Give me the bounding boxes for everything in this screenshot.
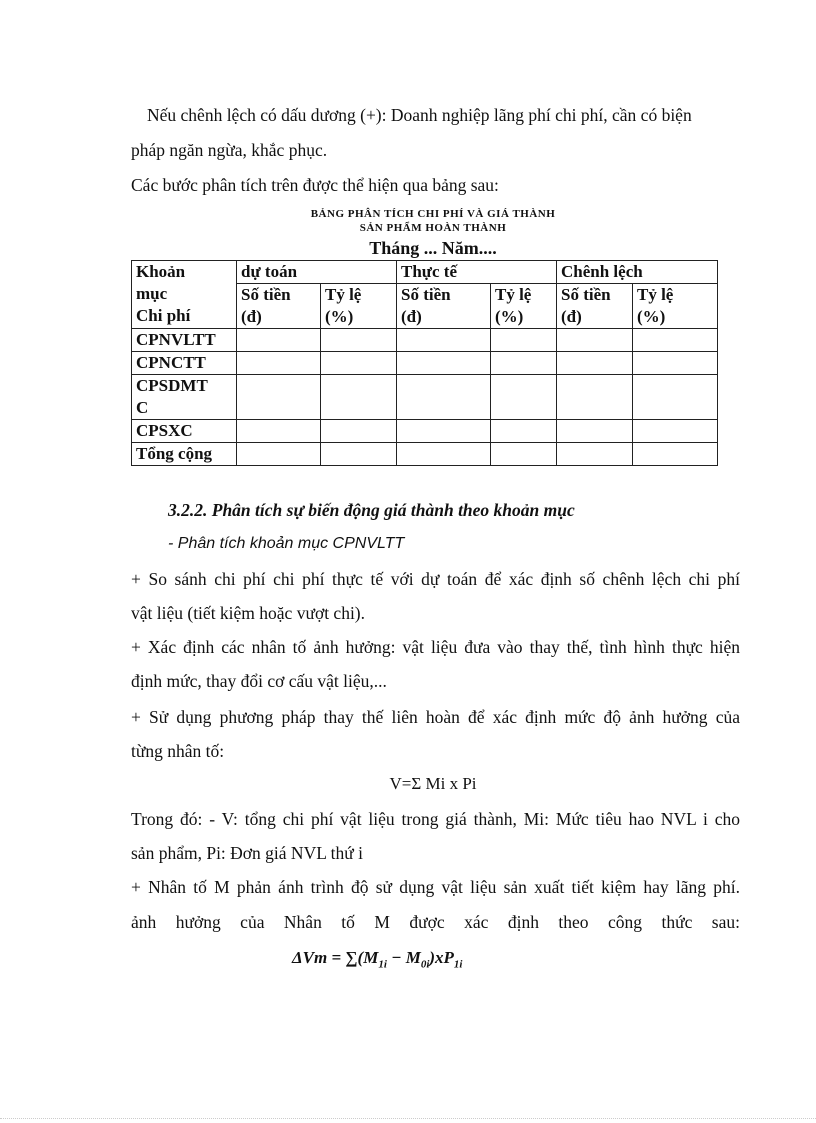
- intro-line-2: pháp ngăn ngừa, khắc phục.: [131, 140, 328, 160]
- table-title-line-1: BẢNG PHÂN TÍCH CHI PHÍ VÀ GIÁ THÀNH: [310, 208, 556, 220]
- body-w1-l2: sản phẩm, Pi: Đơn giá NVL thứ i: [131, 843, 363, 863]
- sub-rate: Tỷ lệ (%): [491, 284, 557, 329]
- intro-line-3: Các bước phân tích trên được thể hiện qua bảng sau:: [131, 175, 499, 195]
- body-b2-l2: định mức, thay đổi cơ cấu vật liệu,...: [131, 671, 387, 691]
- table-row: CPNCTT: [132, 352, 718, 375]
- sub-amount: Số tiền (đ): [557, 284, 633, 329]
- table-row: CPNVLTT: [132, 329, 718, 352]
- sub-amount: Số tiền (đ): [397, 284, 491, 329]
- body-b4-l1: + Nhân tố M phản ánh trình độ sử dụng vật liệu sản xuất tiết kiệm hay lãng phí.: [131, 877, 740, 897]
- sub-rate: Tỷ lệ (%): [633, 284, 718, 329]
- body-b4-l2: ảnh hưởng của Nhân tố M được xác định theo công thức sau:: [131, 912, 740, 932]
- header-actual: Thực tế: [397, 261, 557, 284]
- formula-delta-vm: $\Delta Vm = \sum(M_{1i} - M_{0i})xP_{1i}$: [292, 948, 463, 971]
- table-title-line-2: SẢN PHẨM HOÀN THÀNH: [359, 222, 507, 234]
- section-subtitle: - Phân tích khoản mục CPNVLTT: [168, 535, 405, 552]
- table-month: Tháng ... Năm....: [369, 238, 497, 258]
- body-b3-l2: từng nhân tố:: [131, 741, 225, 761]
- formula-v: V=Σ Mi x Pi: [389, 774, 477, 793]
- table-row: CPSDMT C: [132, 375, 718, 420]
- body-b1-l1: + So sánh chi phí chi phí thực tế với dự toán để xác định số chênh lệch chi phí: [131, 569, 740, 589]
- table-row: Tổng cộng: [132, 443, 718, 466]
- header-diff: Chênh lệch: [557, 261, 718, 284]
- body-b3-l1: + Sử dụng phương pháp thay thế liên hoàn để xác định mức độ ảnh hưởng của: [131, 707, 740, 727]
- body-w1-l1: Trong đó: - V: tổng chi phí vật liệu trong giá thành, Mi: Mức tiêu hao NVL i cho: [131, 809, 740, 829]
- body-b1-l2: vật liệu (tiết kiệm hoặc vượt chi).: [131, 603, 366, 623]
- sub-amount: Số tiền (đ): [237, 284, 321, 329]
- cost-analysis-table: [131, 260, 718, 466]
- header-item: Khoản mục Chi phí: [132, 261, 237, 329]
- intro-line-1: Nếu chênh lệch có dấu dương (+): Doanh nghiệp lãng phí chi phí, cần có biện: [147, 105, 692, 125]
- section-title: 3.2.2. Phân tích sự biến động giá thành theo khoản mục: [168, 500, 575, 520]
- sub-rate: Tỷ lệ (%): [321, 284, 397, 329]
- table-row: CPSXC: [132, 420, 718, 443]
- page-bottom-rule: [0, 1118, 816, 1119]
- body-b2-l1: + Xác định các nhân tố ảnh hưởng: vật liệu đưa vào thay thế, tình hình thực hiện: [131, 637, 740, 657]
- header-budget: dự toán: [237, 261, 397, 284]
